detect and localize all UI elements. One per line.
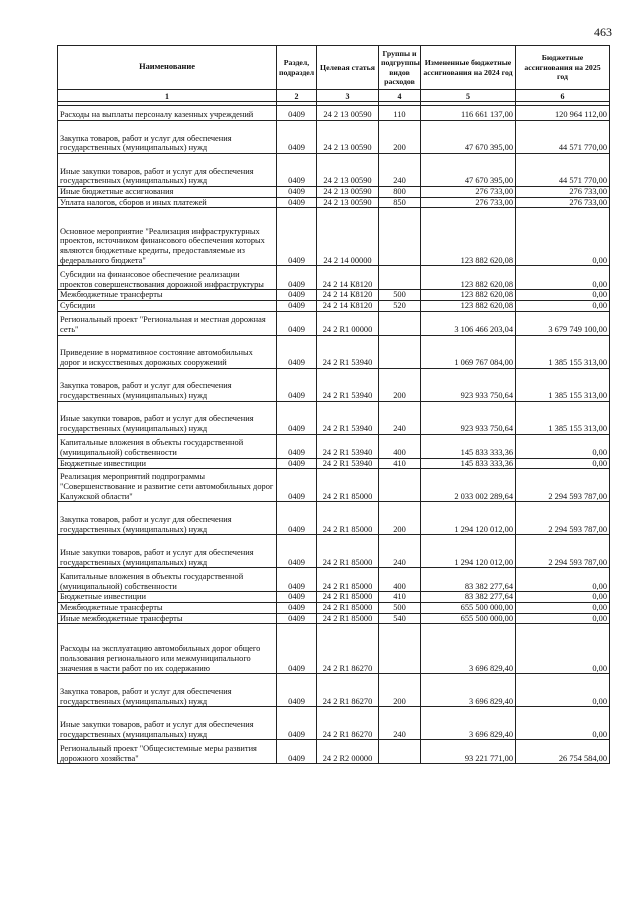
row-target: 24 2 R1 53940	[317, 335, 379, 368]
row-amount-2025: 2 294 593 787,00	[516, 502, 610, 535]
row-target: 24 2 13 00590	[317, 187, 379, 198]
table-row	[58, 502, 610, 535]
row-group: 240	[379, 707, 421, 740]
row-target: 24 2 14 00000	[317, 208, 379, 266]
row-group: 410	[379, 592, 421, 603]
table-row	[58, 311, 610, 335]
row-section: 0409	[277, 568, 317, 592]
row-amount-2025: 1 385 155 313,00	[516, 401, 610, 434]
row-amount-2024: 47 670 395,00	[421, 121, 516, 154]
row-section: 0409	[277, 592, 317, 603]
row-section: 0409	[277, 740, 317, 764]
row-amount-2025: 2 294 593 787,00	[516, 535, 610, 568]
row-name: Основное мероприятие "Реализация инфраструктурных проектов, источником финансового обеспечения которых являются бюджетные кредиты, предоставляемые из федерального бюджета"	[58, 208, 277, 266]
row-amount-2024: 3 106 466 203,04	[421, 311, 516, 335]
row-amount-2025: 0,00	[516, 434, 610, 458]
row-amount-2025: 0,00	[516, 208, 610, 266]
table-row	[58, 106, 610, 121]
row-amount-2024: 655 500 000,00	[421, 602, 516, 613]
column-number-row	[58, 90, 610, 102]
row-target: 24 2 13 00590	[317, 121, 379, 154]
row-name: Бюджетные инвестиции	[58, 592, 277, 603]
row-amount-2025: 26 754 584,00	[516, 740, 610, 764]
row-name: Капитальные вложения в объекты государственной (муниципальной) собственности	[58, 434, 277, 458]
row-name: Иные закупки товаров, работ и услуг для обеспечения государственных (муниципальных) нужд	[58, 707, 277, 740]
row-name: Субсидии на финансовое обеспечение реализации проектов совершенствования дорожной инфраструктуры	[58, 266, 277, 290]
row-amount-2025: 0,00	[516, 290, 610, 301]
row-section: 0409	[277, 707, 317, 740]
row-amount-2025: 276 733,00	[516, 187, 610, 198]
row-target: 24 2 R1 85000	[317, 502, 379, 535]
row-group	[379, 311, 421, 335]
row-amount-2024: 276 733,00	[421, 197, 516, 208]
row-target: 24 2 14 К8120	[317, 290, 379, 301]
row-amount-2024: 276 733,00	[421, 187, 516, 198]
row-group	[379, 208, 421, 266]
row-name: Расходы на выплаты персоналу казенных учреждений	[58, 106, 277, 121]
row-target: 24 2 R1 86270	[317, 707, 379, 740]
row-name: Иные закупки товаров, работ и услуг для обеспечения государственных (муниципальных) нужд	[58, 535, 277, 568]
table-row	[58, 535, 610, 568]
row-amount-2024: 923 933 750,64	[421, 401, 516, 434]
row-group: 500	[379, 602, 421, 613]
header-target: Целевая статья	[317, 46, 379, 90]
row-amount-2024: 923 933 750,64	[421, 368, 516, 401]
header-row	[58, 46, 610, 90]
row-amount-2025: 3 679 749 100,00	[516, 311, 610, 335]
table-row	[58, 434, 610, 458]
row-section: 0409	[277, 311, 317, 335]
row-name: Иные бюджетные ассигнования	[58, 187, 277, 198]
row-group: 200	[379, 674, 421, 707]
row-amount-2024: 83 382 277,64	[421, 568, 516, 592]
row-amount-2024: 116 661 137,00	[421, 106, 516, 121]
row-group: 400	[379, 434, 421, 458]
row-name: Закупка товаров, работ и услуг для обеспечения государственных (муниципальных) нужд	[58, 121, 277, 154]
row-group: 240	[379, 401, 421, 434]
row-target: 24 2 R1 53940	[317, 401, 379, 434]
table-row	[58, 674, 610, 707]
column-number: 5	[421, 90, 516, 102]
table-row	[58, 266, 610, 290]
row-amount-2024: 123 882 620,08	[421, 266, 516, 290]
row-name: Региональный проект "Общесистемные меры развития дорожного хозяйства"	[58, 740, 277, 764]
column-number: 6	[516, 90, 610, 102]
table-row	[58, 335, 610, 368]
row-group	[379, 740, 421, 764]
table-row	[58, 208, 610, 266]
row-section: 0409	[277, 502, 317, 535]
column-number: 3	[317, 90, 379, 102]
row-section: 0409	[277, 187, 317, 198]
table-row	[58, 602, 610, 613]
row-amount-2025: 0,00	[516, 707, 610, 740]
row-target: 24 2 R1 85000	[317, 535, 379, 568]
table-row	[58, 568, 610, 592]
row-section: 0409	[277, 335, 317, 368]
table-row	[58, 154, 610, 187]
row-target: 24 2 R1 86270	[317, 624, 379, 674]
header-name: Наименование	[58, 46, 277, 90]
row-amount-2024: 1 294 120 012,00	[421, 535, 516, 568]
table-row	[58, 592, 610, 603]
table-row	[58, 613, 610, 624]
row-group: 800	[379, 187, 421, 198]
row-name: Капитальные вложения в объекты государственной (муниципальной) собственности	[58, 568, 277, 592]
row-group: 850	[379, 197, 421, 208]
row-name: Межбюджетные трансферты	[58, 602, 277, 613]
row-group: 520	[379, 300, 421, 311]
row-amount-2025: 0,00	[516, 300, 610, 311]
row-section: 0409	[277, 458, 317, 469]
row-section: 0409	[277, 613, 317, 624]
row-group: 200	[379, 368, 421, 401]
header-2024: Измененные бюджетные ассигнования на 2024 год	[421, 46, 516, 90]
row-group: 500	[379, 290, 421, 301]
row-target: 24 2 13 00590	[317, 106, 379, 121]
column-number: 1	[58, 90, 277, 102]
row-name: Иные межбюджетные трансферты	[58, 613, 277, 624]
row-target: 24 2 R1 86270	[317, 674, 379, 707]
row-amount-2025: 0,00	[516, 624, 610, 674]
table-row	[58, 300, 610, 311]
table-row	[58, 624, 610, 674]
row-section: 0409	[277, 469, 317, 502]
row-target: 24 2 R1 85000	[317, 613, 379, 624]
row-amount-2024: 655 500 000,00	[421, 613, 516, 624]
row-amount-2025: 0,00	[516, 592, 610, 603]
row-target: 24 2 13 00590	[317, 197, 379, 208]
row-name: Бюджетные инвестиции	[58, 458, 277, 469]
budget-table	[57, 45, 610, 764]
row-name: Региональный проект "Региональная и местная дорожная сеть"	[58, 311, 277, 335]
header-section: Раздел, подраздел	[277, 46, 317, 90]
table-row	[58, 187, 610, 198]
header-2025: Бюджетные ассигнования на 2025 год	[516, 46, 610, 90]
row-amount-2024: 1 069 767 084,00	[421, 335, 516, 368]
row-target: 24 2 13 00590	[317, 154, 379, 187]
row-name: Субсидии	[58, 300, 277, 311]
row-amount-2024: 3 696 829,40	[421, 707, 516, 740]
row-section: 0409	[277, 266, 317, 290]
table-row	[58, 458, 610, 469]
row-section: 0409	[277, 624, 317, 674]
row-group: 240	[379, 535, 421, 568]
row-section: 0409	[277, 121, 317, 154]
row-target: 24 2 R1 53940	[317, 458, 379, 469]
row-amount-2025: 0,00	[516, 613, 610, 624]
row-amount-2025: 1 385 155 313,00	[516, 335, 610, 368]
row-target: 24 2 R1 85000	[317, 469, 379, 502]
row-target: 24 2 14 К8120	[317, 300, 379, 311]
row-amount-2024: 83 382 277,64	[421, 592, 516, 603]
row-name: Закупка товаров, работ и услуг для обеспечения государственных (муниципальных) нужд	[58, 368, 277, 401]
column-number: 2	[277, 90, 317, 102]
row-group: 410	[379, 458, 421, 469]
row-name: Межбюджетные трансферты	[58, 290, 277, 301]
row-target: 24 2 R1 85000	[317, 602, 379, 613]
row-amount-2025: 276 733,00	[516, 197, 610, 208]
row-group	[379, 624, 421, 674]
row-name: Реализация мероприятий подпрограммы "Совершенствование и развитие сети автомобильных дорог Калужской области"	[58, 469, 277, 502]
row-amount-2025: 0,00	[516, 602, 610, 613]
row-amount-2024: 145 833 333,36	[421, 458, 516, 469]
row-amount-2025: 44 571 770,00	[516, 154, 610, 187]
page-number: 463	[594, 25, 612, 39]
header-group: Группы и подгруппы видов расходов	[379, 46, 421, 90]
row-target: 24 2 R2 00000	[317, 740, 379, 764]
row-name: Уплата налогов, сборов и иных платежей	[58, 197, 277, 208]
row-section: 0409	[277, 300, 317, 311]
row-target: 24 2 R1 85000	[317, 592, 379, 603]
table-row	[58, 469, 610, 502]
row-target: 24 2 R1 00000	[317, 311, 379, 335]
row-section: 0409	[277, 290, 317, 301]
row-section: 0409	[277, 535, 317, 568]
row-amount-2024: 3 696 829,40	[421, 624, 516, 674]
column-number: 4	[379, 90, 421, 102]
row-group: 400	[379, 568, 421, 592]
row-section: 0409	[277, 197, 317, 208]
row-group: 240	[379, 154, 421, 187]
row-group: 200	[379, 121, 421, 154]
row-amount-2024: 123 882 620,08	[421, 300, 516, 311]
row-amount-2024: 93 221 771,00	[421, 740, 516, 764]
row-amount-2024: 3 696 829,40	[421, 674, 516, 707]
row-amount-2025: 44 571 770,00	[516, 121, 610, 154]
row-amount-2025: 2 294 593 787,00	[516, 469, 610, 502]
row-group: 110	[379, 106, 421, 121]
row-name: Закупка товаров, работ и услуг для обеспечения государственных (муниципальных) нужд	[58, 674, 277, 707]
table-row	[58, 401, 610, 434]
row-section: 0409	[277, 602, 317, 613]
table-row	[58, 290, 610, 301]
table-row	[58, 197, 610, 208]
row-amount-2025: 120 964 112,00	[516, 106, 610, 121]
row-amount-2024: 1 294 120 012,00	[421, 502, 516, 535]
row-group	[379, 335, 421, 368]
row-group	[379, 469, 421, 502]
row-amount-2024: 123 882 620,08	[421, 208, 516, 266]
row-amount-2024: 2 033 002 289,64	[421, 469, 516, 502]
row-name: Расходы на эксплуатацию автомобильных дорог общего пользования регионального или межмуниципального значения в части работ по их содержанию	[58, 624, 277, 674]
row-target: 24 2 14 К8120	[317, 266, 379, 290]
row-group: 200	[379, 502, 421, 535]
row-name: Иные закупки товаров, работ и услуг для обеспечения государственных (муниципальных) нужд	[58, 154, 277, 187]
row-section: 0409	[277, 434, 317, 458]
row-amount-2025: 0,00	[516, 674, 610, 707]
row-section: 0409	[277, 154, 317, 187]
row-section: 0409	[277, 106, 317, 121]
row-amount-2025: 0,00	[516, 458, 610, 469]
row-target: 24 2 R1 53940	[317, 368, 379, 401]
row-amount-2024: 123 882 620,08	[421, 290, 516, 301]
row-amount-2025: 0,00	[516, 266, 610, 290]
row-amount-2025: 0,00	[516, 568, 610, 592]
row-amount-2025: 1 385 155 313,00	[516, 368, 610, 401]
table-row	[58, 707, 610, 740]
table-body	[58, 106, 610, 764]
row-section: 0409	[277, 208, 317, 266]
table-row	[58, 740, 610, 764]
row-section: 0409	[277, 674, 317, 707]
table-row	[58, 368, 610, 401]
row-target: 24 2 R1 85000	[317, 568, 379, 592]
row-group: 540	[379, 613, 421, 624]
row-group	[379, 266, 421, 290]
row-section: 0409	[277, 401, 317, 434]
row-section: 0409	[277, 368, 317, 401]
row-name: Закупка товаров, работ и услуг для обеспечения государственных (муниципальных) нужд	[58, 502, 277, 535]
row-target: 24 2 R1 53940	[317, 434, 379, 458]
row-amount-2024: 145 833 333,36	[421, 434, 516, 458]
table-row	[58, 121, 610, 154]
row-name: Приведение в нормативное состояние автомобильных дорог и искусственных дорожных сооружений	[58, 335, 277, 368]
row-amount-2024: 47 670 395,00	[421, 154, 516, 187]
row-name: Иные закупки товаров, работ и услуг для обеспечения государственных (муниципальных) нужд	[58, 401, 277, 434]
